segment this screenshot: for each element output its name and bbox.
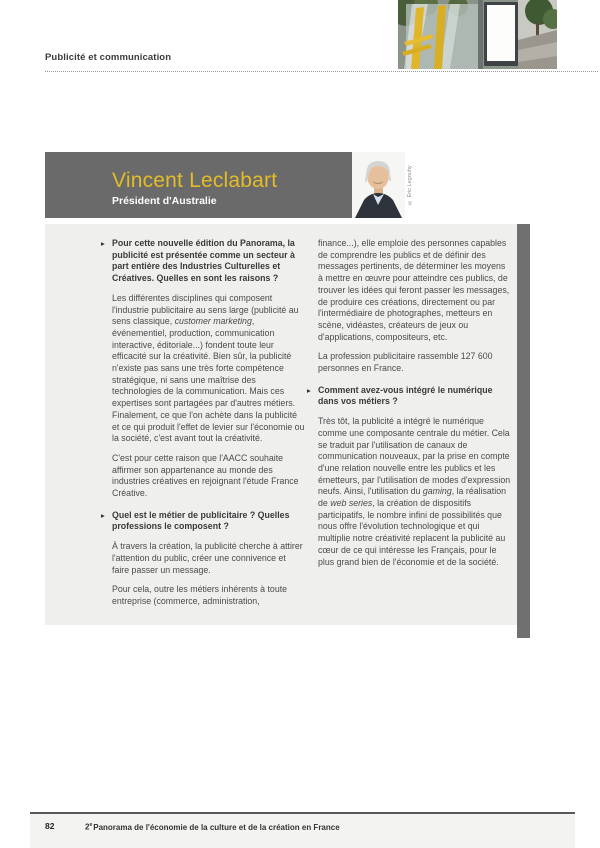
footer-edition-suffix: e [89,822,93,828]
bus-shelter-advertising-photo [398,0,557,69]
interviewee-name-band [45,152,352,218]
question-bullet-icon: ▸ [101,239,105,248]
interviewee-role: Président d'Australie [112,195,217,207]
interview-content-box [45,224,517,625]
header-dotted-rule [45,71,598,72]
footer-rule [30,812,575,814]
page-number: 82 [45,821,55,831]
question-text: Pour cette nouvelle édition du Panorama, la publicité est présentée comme un secteur à part entière des Industries Culturelles et Créatives. Quelles en sont les raisons ? [112,238,295,284]
interview-paragraph: Pour cela, outre les métiers inhérents à toute entreprise (commerce, administration, [112,584,288,606]
section-header: Publicité et communication [45,52,172,63]
portrait-illustration [352,152,405,218]
interview-question [307,384,511,408]
interviewee-name: Vincent Leclabart [112,169,278,192]
question-text: Comment avez-vous intégré le numérique dans vos métiers ? [318,384,493,407]
interviewee-portrait-photo [352,152,405,218]
interview-paragraph: Très tôt, la publicité a intégré le numérique comme une composante centrale du métier. Cela se traduit par l'utilisation de canaux de communication nouveaux, par la prise en compte d'une relation nouvelle entre les publics et les émetteurs, par l'utilisation de modes d'expression neufs. Ainsi, l'utilisation du gaming, la réalisation de web series, la création de dispositifs participatifs, le nombre infini de possibilités que nous offre l'évolution technologique et qui multiplie notre créativité replacent la publicité au cœur de ce qui intéresse les Français, pour le plus grand bien de l'économie et de la société. [318,416,511,567]
interview-question [101,238,305,285]
interview-paragraph: finance...), elle emploie des personnes capables de comprendre les publics et de définir des messages pertinents, de déterminer les moyens à mettre en œuvre pour atteindre ces publics, de trouver les idées qui feront passer les messages, de produire ces créations, directement ou par l'intermédiaire de photographes, metteurs en scène, vidéastes, créateurs de jeux ou d'applications, compositeurs, etc. [318,238,510,342]
interview-paragraph: Les différentes disciplines qui composent l'industrie publicitaire au sens large (publicité au sens classique, customer marketing, événementiel, production, communication interactive, éditoriale...) fondent toute leur efficacité sur la créativité. Bien sûr, la publicité n'existe pas sans une très forte compétence stratégique, ni sans une maîtrise des technologies de la communication. Mais ces expertises sont partagées par d'autres métiers. Finalement, ce que l'on achète dans la publicité et ce qui produit l'effet de levier sur l'économie ou la société, c'est avant tout la créativité. [112,292,305,444]
article-column-1 [101,238,305,616]
question-bullet-icon: ▸ [307,385,311,395]
question-text: Quel est le métier de publicitaire ? Quelles professions le composent ? [112,509,290,532]
footer-report-title: Panorama de l'économie de la culture et de la création en France [93,822,340,832]
bus-shelter-photo-illustration [398,0,557,69]
interview-paragraph: La profession publicitaire rassemble 127 600 personnes en France. [318,351,493,374]
footer-edition-number: 2 [85,822,90,832]
photo-credit: © Éric Legouhy [407,165,413,205]
footer-title [85,822,340,832]
interview-question [101,509,305,533]
right-edge-gray-bar [517,224,530,638]
interview-paragraph: À travers la création, la publicité cherche à attirer l'attention du public, créer une connivence et faire passer un message. [112,541,303,575]
interview-paragraph: C'est pour cette raison que l'AACC souhaite affirmer son appartenance au monde des industries créatives en rejoignant l'étude France Créative. [112,452,299,499]
article-column-2 [307,238,511,576]
question-bullet-icon: ▸ [101,510,105,520]
